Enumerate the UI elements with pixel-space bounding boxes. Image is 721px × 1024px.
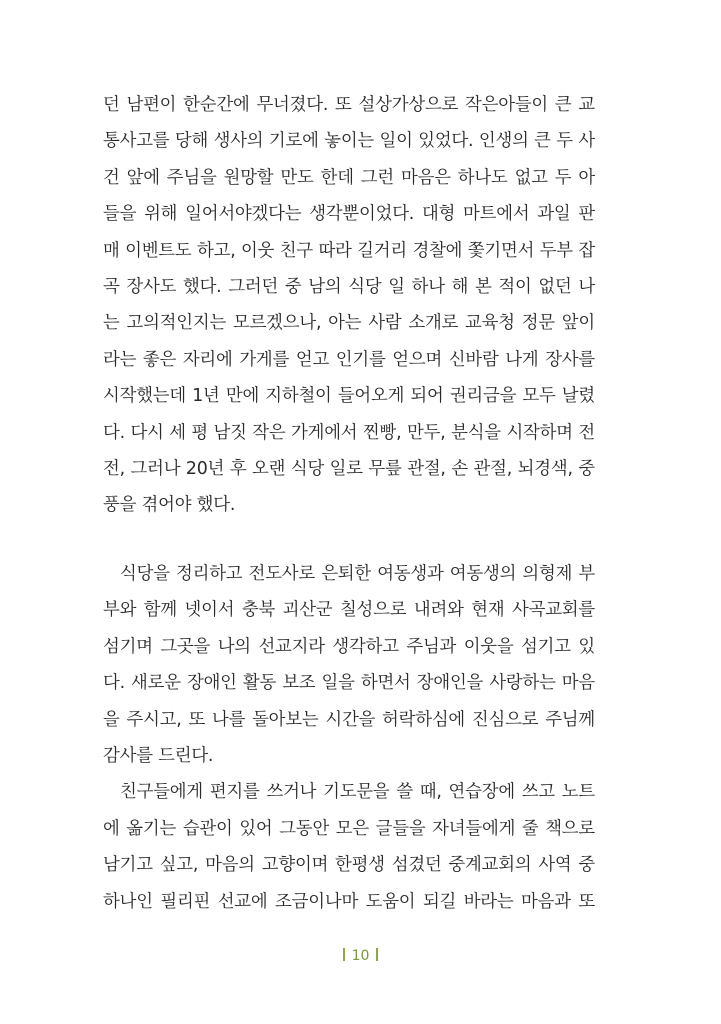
page-number: 10 — [351, 948, 370, 964]
text-line: 곡 장사도 했다. 그러던 중 남의 식당 일 하나 해 본 적이 없던 나 — [103, 276, 595, 297]
text-line: 전, 그러나 20년 후 오랜 식당 일로 무릎 관절, 손 관절, 뇌경색, 중 — [103, 458, 595, 479]
text-line: 건 앞에 주님을 원망할 만도 한데 그런 마음은 하나도 없고 두 아 — [103, 167, 595, 188]
page-number-left-bar — [343, 948, 345, 961]
text-line: 부와 함께 넷이서 충북 괴산군 칠성으로 내려와 현재 사곡교회를 — [103, 600, 595, 621]
text-line: 감사를 드린다. — [103, 745, 214, 766]
text-line: 풍을 겪어야 했다. — [103, 495, 236, 516]
text-line: 을 주시고, 또 나를 돌아보는 시간을 허락하심에 진심으로 주님께 — [103, 709, 595, 730]
text-line: 던 남편이 한순간에 무너졌다. 또 설상가상으로 작은아들이 큰 교 — [103, 95, 595, 115]
page-number-right-bar — [376, 948, 378, 961]
text-line: 라는 좋은 자리에 가게를 얻고 인기를 얻으며 신바람 나게 장사를 — [103, 349, 595, 370]
text-line: 섬기며 그곳을 나의 선교지라 생각하고 주님과 이웃을 섬기고 있 — [103, 636, 595, 657]
text-line: 식당을 정리하고 전도사로 은퇴한 여동생과 여동생의 의형제 부 — [120, 564, 595, 584]
text-line: 시작했는데 1년 만에 지하철이 들어오게 되어 권리금을 모두 날렸 — [103, 386, 595, 407]
text-line: 매 이벤트도 하고, 이웃 친구 따라 길거리 경찰에 쫓기면서 두부 잡 — [103, 240, 595, 261]
text-line: 통사고를 당해 생사의 기로에 놓이는 일이 있었다. 인생의 큰 두 사 — [103, 131, 595, 152]
text-line: 에 옮기는 습관이 있어 그동안 모은 글들을 자녀들에게 줄 책으로 — [103, 818, 595, 839]
text-line: 남기고 싶고, 마음의 고향이며 한평생 섬겼던 중계교회의 사역 중 — [103, 855, 595, 876]
paragraph-1 — [103, 87, 595, 524]
text-line: 다. 새로운 장애인 활동 보조 일을 하면서 장애인을 사랑하는 마음 — [103, 673, 595, 694]
text-line: 친구들에게 편지를 쓰거나 기도문을 쓸 때, 연습장에 쓰고 노트 — [120, 782, 595, 803]
page-number-footer — [0, 948, 721, 964]
text-line: 다. 다시 세 평 남짓 작은 가게에서 찐빵, 만두, 분식을 시작하며 전 — [103, 422, 595, 443]
paragraph-2 — [103, 556, 595, 920]
text-line: 하나인 필리핀 선교에 조금이나마 도움이 되길 바라는 마음과 또 — [103, 891, 595, 912]
text-line: 는 고의적인지는 모르겠으나, 아는 사람 소개로 교육청 정문 앞이 — [103, 313, 595, 334]
text-line: 들을 위해 일어서야겠다는 생각뿐이었다. 대형 마트에서 과일 판 — [103, 204, 595, 225]
